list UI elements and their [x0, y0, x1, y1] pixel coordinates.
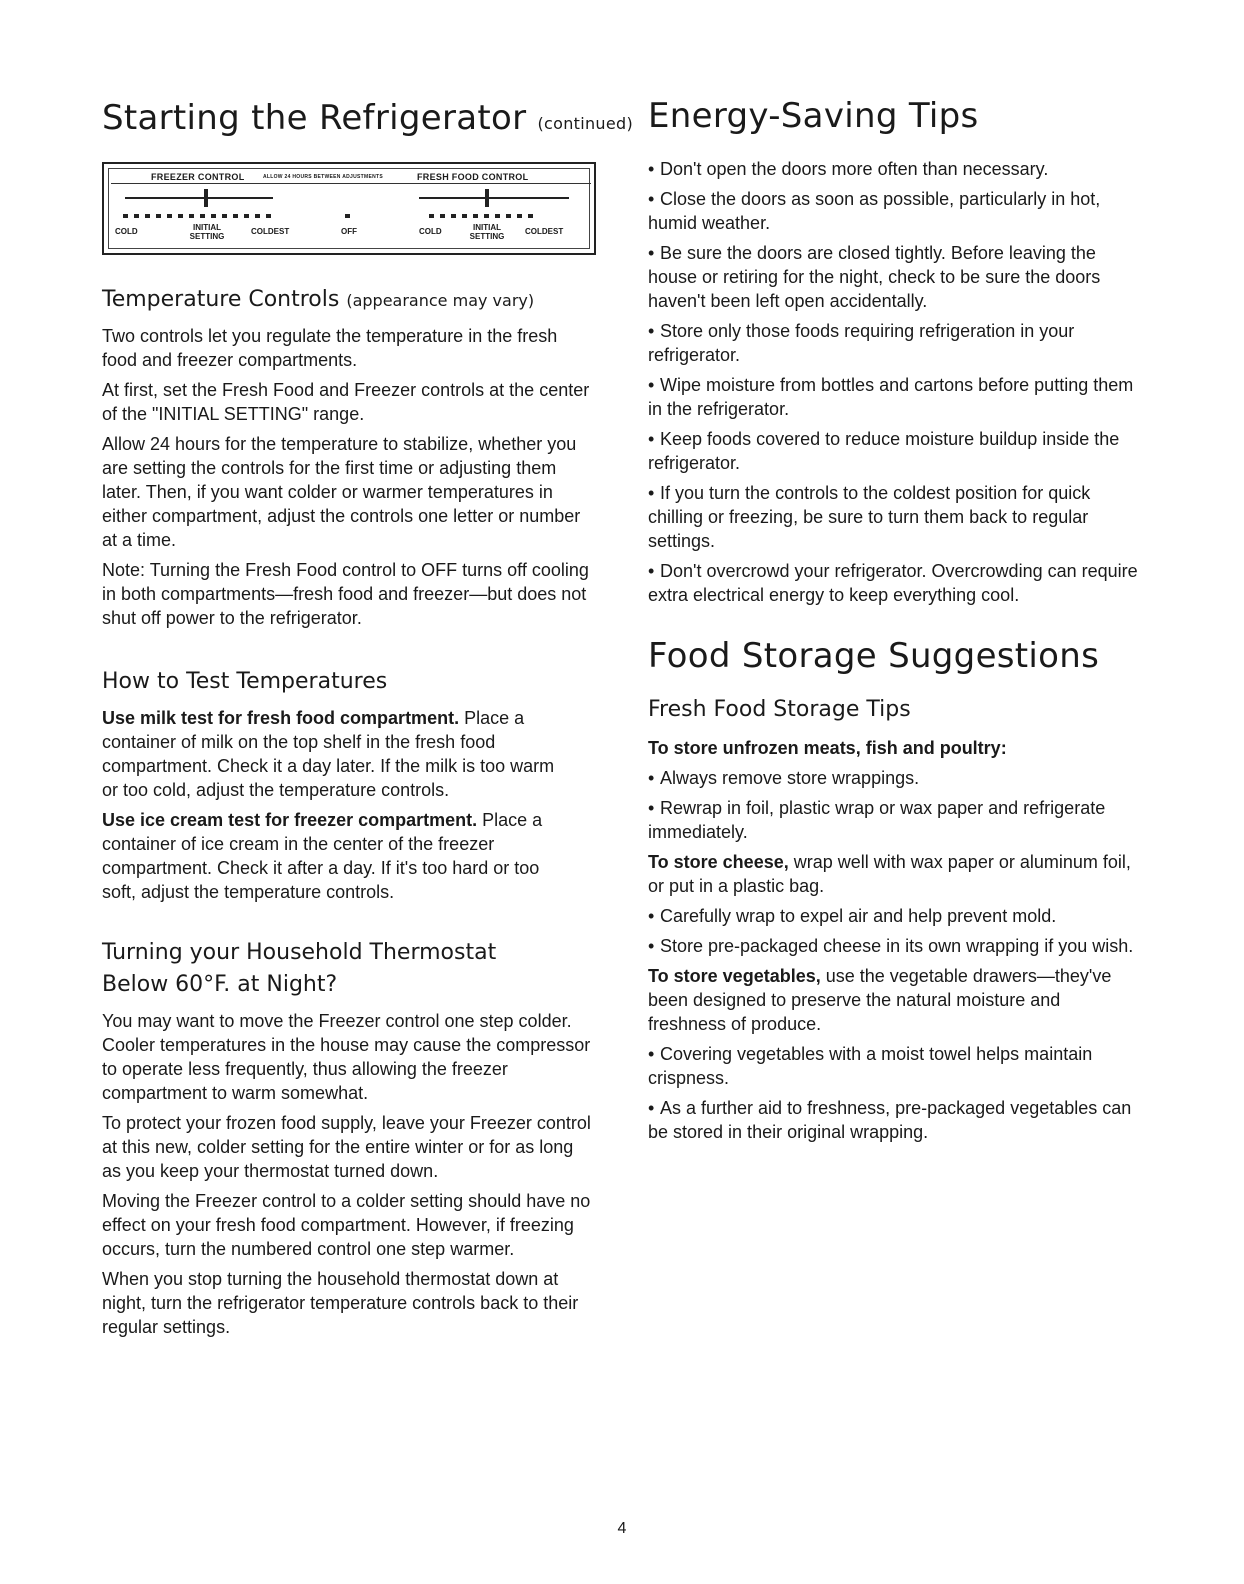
- food-storage-body: [648, 736, 1142, 1150]
- fresh-food-cold-label: COLD: [419, 227, 442, 236]
- title-suffix: (continued): [537, 114, 634, 133]
- list-item: • Keep foods covered to reduce moisture buildup inside the refrigerator.: [648, 429, 1120, 473]
- freezer-initial-setting-label: INITIAL SETTING: [189, 223, 225, 241]
- title-text: Starting the Refrigerator: [102, 98, 527, 138]
- heading-thermostat: [102, 937, 496, 1001]
- freezer-slider-knob[interactable]: [204, 189, 208, 207]
- fresh-food-slider-knob[interactable]: [485, 189, 489, 207]
- freezer-control-label: FREEZER CONTROL: [151, 172, 245, 182]
- list-item: • Close the doors as soon as possible, particularly in hot, humid weather.: [648, 189, 1101, 233]
- heading-line: Turning your Household Thermostat: [102, 940, 497, 965]
- section-title-energy: Energy-Saving Tips: [648, 96, 979, 136]
- fresh-food-slider-track: [419, 197, 569, 199]
- page-number: 4: [617, 1520, 627, 1537]
- list-item-text: Store pre-packaged cheese in its own wrapping if you wish.: [660, 936, 1134, 956]
- header-rule: [111, 183, 591, 184]
- energy-tips-list: [648, 157, 1142, 613]
- heading-test-temperatures: How to Test Temperatures: [102, 669, 388, 694]
- paragraph: Allow 24 hours for the temperature to stabilize, whether you are setting the controls for the first time or adjusting them later. Then, if you want colder or warmer temperatures in either compartment, adjust the controls one letter or number at a time.: [102, 434, 581, 550]
- meats-lead: To store unfrozen meats, fish and poultry:: [648, 738, 1007, 758]
- list-item: • Rewrap in foil, plastic wrap or wax paper and refrigerate immediately.: [648, 798, 1106, 842]
- list-item: • As a further aid to freshness, pre-packaged vegetables can be stored in their original wrapping.: [648, 1098, 1132, 1142]
- fresh-food-coldest-label: COLDEST: [525, 227, 564, 236]
- paragraph-text: use the vegetable drawers—they've been designed to preserve the natural moisture and freshness of produce.: [648, 966, 1112, 1034]
- list-item: • If you turn the controls to the coldest position for quick chilling or freezing, be sure to turn them back to regular settings.: [648, 483, 1091, 551]
- paragraph: Two controls let you regulate the temperature in the fresh food and freezer compartments.: [102, 326, 558, 370]
- paragraph: [648, 964, 1142, 1036]
- temperature-controls-body: [102, 324, 590, 636]
- list-item: • Store pre-packaged cheese in its own wrapping if you wish.: [648, 936, 1134, 956]
- test-temperatures-body: [102, 706, 568, 910]
- allow-note-label: ALLOW 24 HOURS BETWEEN ADJUSTMENTS: [263, 174, 384, 180]
- panel-inner: [108, 168, 590, 249]
- list-item-text: Wipe moisture from bottles and cartons before putting them in the refrigerator.: [648, 375, 1134, 419]
- paragraph: To protect your frozen food supply, leave your Freezer control at this new, colder setting for the entire winter or for as long as you keep your thermostat turned down.: [102, 1113, 591, 1181]
- bold-lead: Use milk test for fresh food compartment.: [102, 708, 460, 728]
- heading-temperature-controls: [102, 287, 534, 312]
- paragraph: [648, 850, 1142, 898]
- list-item-text: Store only those foods requiring refrigeration in your refrigerator.: [648, 321, 1075, 365]
- list-item: • Always remove store wrappings.: [648, 768, 920, 788]
- paragraph: [102, 706, 568, 802]
- heading-text: Temperature Controls: [102, 287, 340, 312]
- list-item-text: Keep foods covered to reduce moisture buildup inside the refrigerator.: [648, 429, 1120, 473]
- list-item: • Wipe moisture from bottles and cartons before putting them in the refrigerator.: [648, 375, 1134, 419]
- paragraph-text: Place a container of milk on the top shelf in the fresh food compartment. Check it a day later. If the milk is too warm or too cold, adjust the temperature controls.: [102, 708, 555, 800]
- paragraph-text: wrap well with wax paper or aluminum foil, or put in a plastic bag.: [648, 852, 1131, 896]
- fresh-food-scale-marks: [429, 214, 539, 218]
- off-mark: [345, 214, 356, 218]
- list-item-text: Always remove store wrappings.: [660, 768, 920, 788]
- list-item-text: Rewrap in foil, plastic wrap or wax paper and refrigerate immediately.: [648, 798, 1106, 842]
- thermostat-body: [102, 1009, 592, 1345]
- section-title-food-storage: Food Storage Suggestions: [648, 636, 1100, 676]
- list-item-text: Close the doors as soon as possible, particularly in hot, humid weather.: [648, 189, 1101, 233]
- list-item: • Don't overcrowd your refrigerator. Overcrowding can require extra electrical energy to keep everything cool.: [648, 561, 1138, 605]
- list-item-text: If you turn the controls to the coldest position for quick chilling or freezing, be sure to turn them back to regular settings.: [648, 483, 1091, 551]
- bold-lead: Use ice cream test for freezer compartment.: [102, 810, 478, 830]
- bold-lead: To store cheese,: [648, 852, 789, 872]
- list-item-text: Don't open the doors more often than necessary.: [660, 159, 1049, 179]
- freezer-scale-marks: [123, 214, 277, 218]
- paragraph: When you stop turning the household thermostat down at night, turn the refrigerator temperature controls back to their regular settings.: [102, 1269, 579, 1337]
- list-item: • Store only those foods requiring refrigeration in your refrigerator.: [648, 321, 1075, 365]
- list-item-text: Don't overcrowd your refrigerator. Overcrowding can require extra electrical energy to keep everything cool.: [648, 561, 1138, 605]
- off-label: OFF: [341, 227, 357, 236]
- bold-lead: To store vegetables,: [648, 966, 821, 986]
- heading-line: Below 60°F. at Night?: [102, 972, 338, 997]
- list-item-text: As a further aid to freshness, pre-packaged vegetables can be stored in their original wrapping.: [648, 1098, 1132, 1142]
- section-title-starting: [102, 98, 633, 138]
- list-item: • Don't open the doors more often than necessary.: [648, 159, 1049, 179]
- freezer-cold-label: COLD: [115, 227, 138, 236]
- heading-note: (appearance may vary): [346, 291, 535, 310]
- list-item: • Be sure the doors are closed tightly. Before leaving the house or retiring for the night, check to be sure the doors haven't been left open accidentally.: [648, 243, 1101, 311]
- fresh-food-control-label: FRESH FOOD CONTROL: [417, 172, 529, 182]
- paragraph: Moving the Freezer control to a colder setting should have no effect on your fresh food compartment. However, if freezing occurs, turn the numbered control one step warmer.: [102, 1191, 591, 1259]
- freezer-coldest-label: COLDEST: [251, 227, 290, 236]
- freezer-slider-track: [125, 197, 273, 199]
- list-item: • Covering vegetables with a moist towel helps maintain crispness.: [648, 1044, 1093, 1088]
- list-item: • Carefully wrap to expel air and help prevent mold.: [648, 906, 1057, 926]
- paragraph: You may want to move the Freezer control one step colder. Cooler temperatures in the house may cause the compressor to operate less frequently, thus allowing the freezer compartment to warm somewhat.: [102, 1011, 591, 1103]
- control-panel-diagram: [102, 162, 596, 255]
- heading-fresh-food-tips: Fresh Food Storage Tips: [648, 697, 911, 722]
- list-item-text: Be sure the doors are closed tightly. Before leaving the house or retiring for the night, check to be sure the doors haven't been left open accidentally.: [648, 243, 1101, 311]
- fresh-food-initial-setting-label: INITIAL SETTING: [469, 223, 505, 241]
- paragraph: At first, set the Fresh Food and Freezer controls at the center of the "INITIAL SETTING" range.: [102, 380, 590, 424]
- paragraph-text: Place a container of ice cream in the center of the freezer compartment. Check it after a day. If it's too hard or too soft, adjust the temperature controls.: [102, 810, 543, 902]
- list-item-text: Covering vegetables with a moist towel helps maintain crispness.: [648, 1044, 1093, 1088]
- paragraph: Note: Turning the Fresh Food control to OFF turns off cooling in both compartments—fresh food and freezer—but does not shut off power to the refrigerator.: [102, 560, 589, 628]
- paragraph: [102, 808, 568, 904]
- list-item-text: Carefully wrap to expel air and help prevent mold.: [660, 906, 1057, 926]
